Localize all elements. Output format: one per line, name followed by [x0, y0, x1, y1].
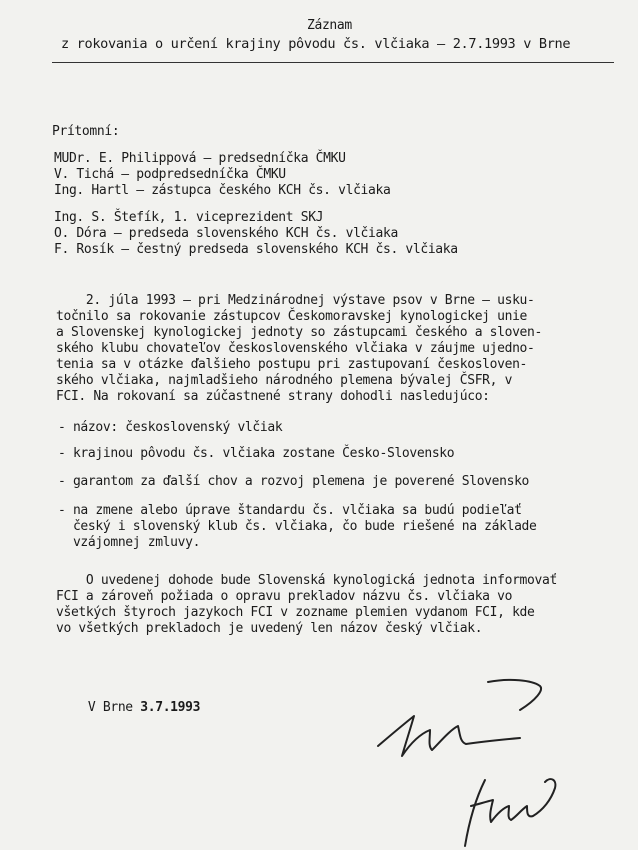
signature-1	[370, 672, 550, 772]
signing-date: 3.7.1993	[140, 700, 201, 715]
place-date	[58, 684, 200, 732]
attendee-line: F. Rosík – čestný predseda slovenského KCH čs. vlčiaka	[54, 242, 458, 257]
attendee-line: Ing. S. Štefík, 1. viceprezident SKJ	[54, 210, 324, 225]
intro-line: tenia sa v otázke ďalšieho postupu pri zastupovaní českosloven-	[56, 357, 528, 372]
closing-line: všetkých štyroch jazykoch FCI v zozname plemien vydanom FCI, kde	[56, 605, 535, 620]
intro-line: a Slovenskej kynologickej jednoty so zástupcami českého a sloven-	[56, 325, 542, 340]
attendees-heading: Prítomní:	[52, 124, 120, 139]
closing-line: FCI a zároveň požiada o opravu prekladov názvu čs. vlčiaka vo	[56, 589, 513, 604]
intro-line: točnilo sa rokovanie zástupcov Českomoravskej kynologickej unie	[56, 309, 528, 324]
intro-line: FCI. Na rokovaní sa zúčastnené strany dohodli nasledujúco:	[56, 389, 490, 404]
place-label: V Brne	[87, 700, 141, 715]
intro-line: ského klubu chovateľov československého vlčiaka v záujme ujedno-	[56, 341, 535, 356]
closing-line: vo všetkých prekladoch je uvedený len názov český vlčiak.	[56, 621, 483, 636]
attendee-line: Ing. Hartl – zástupca českého KCH čs. vlčiaka	[54, 183, 391, 198]
closing-line: O uvedenej dohode bude Slovenská kynologická jednota informovať	[56, 573, 557, 588]
agreement-item: - na zmene alebo úprave štandardu čs. vlčiaka sa budú podieľať	[58, 503, 522, 518]
agreement-item-cont: vzájomnej zmluvy.	[58, 535, 201, 550]
attendee-line: O. Dóra – predseda slovenského KCH čs. vlčiaka	[54, 226, 398, 241]
title-underline	[52, 62, 614, 63]
document-title: Záznam	[307, 18, 352, 33]
intro-line: ského vlčiaka, najmladšieho národného plemena bývalej ČSFR, v	[56, 373, 513, 388]
agreement-item: - názov: československý vlčiak	[58, 420, 283, 435]
document-subtitle: z rokovania o určení krajiny pôvodu čs. vlčiaka – 2.7.1993 v Brne	[61, 36, 571, 52]
agreement-item: - garantom za ďalší chov a rozvoj plemena je poverené Slovensko	[58, 474, 530, 489]
agreement-item-cont: český i slovenský klub čs. vlčiaka, čo bude riešené na základe	[58, 519, 537, 534]
attendee-line: MUDr. E. Philippová – predsedníčka ČMKU	[54, 151, 346, 166]
attendee-line: V. Tichá – podpredsedníčka ČMKU	[54, 167, 286, 182]
agreement-item: - krajinou pôvodu čs. vlčiaka zostane Česko-Slovensko	[58, 446, 455, 461]
signature-2	[455, 760, 565, 850]
intro-line: 2. júla 1993 – pri Medzinárodnej výstave psov v Brne – usku-	[56, 293, 535, 308]
